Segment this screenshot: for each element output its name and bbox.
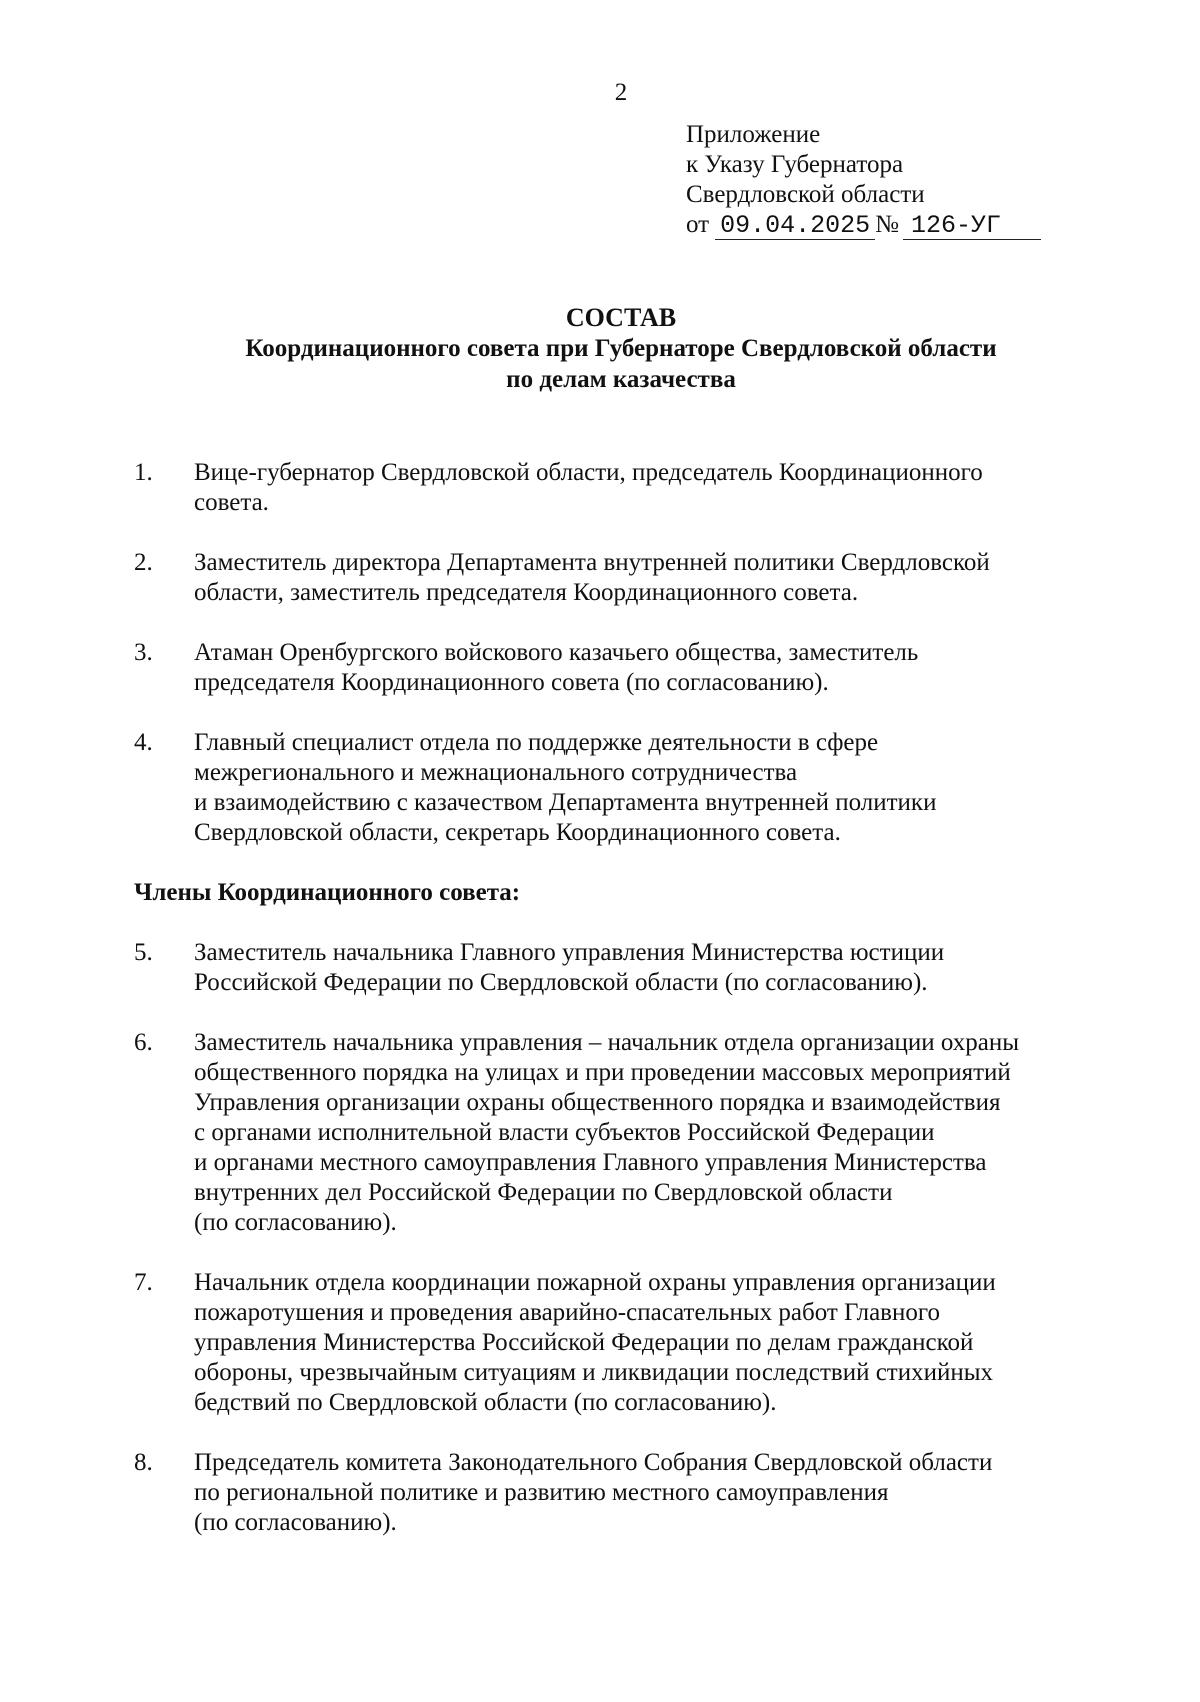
- title-main: СОСТАВ: [565, 303, 677, 332]
- appendix-block: [686, 120, 1041, 240]
- item-number: 8.: [134, 1449, 153, 1476]
- decree-date-number-line: [686, 210, 1041, 240]
- decree-date: 09.04.2025: [715, 213, 875, 240]
- document-title: [0, 302, 1200, 395]
- item-number: 1.: [134, 459, 153, 486]
- list-item: [134, 1028, 1094, 1238]
- item-number: 7.: [134, 1269, 153, 1296]
- composition-list: [134, 458, 1094, 1568]
- decree-number: 126-УГ: [903, 213, 1041, 240]
- members-heading: Члены Координационного совета:: [134, 879, 521, 906]
- item-text: Заместитель начальника Главного управления Министерства юстиции Российской Федерации по Свердловской области (по согласованию).: [194, 939, 945, 996]
- item-text: Атаман Оренбургского войскового казачьего общества, заместитель председателя Координационного совета (по согласованию).: [194, 639, 919, 696]
- item-number: 5.: [134, 939, 153, 966]
- page-number: 2: [614, 79, 628, 106]
- item-number: 3.: [134, 639, 153, 666]
- item-text: Начальник отдела координации пожарной охраны управления организации пожаротушения и проведения аварийно-спасательных работ Главного управления Министерства Российской Федерации по делам гражданской обороны, чрезвычайным ситуациям и ликвидации последствий стихийных бедствий по Свердловской области (по согласованию).: [194, 1269, 996, 1416]
- number-label: №: [875, 211, 899, 238]
- item-text: Вице-губернатор Свердловской области, председатель Координационного совета.: [194, 459, 983, 516]
- appendix-line-2: к Указу Губернатора: [686, 151, 904, 178]
- list-item: [134, 548, 1094, 608]
- list-item: [134, 938, 1094, 998]
- item-text: Заместитель начальника управления – начальник отдела организации охраны общественного порядка на улицах и при проведении массовых мероприятий Управления организации охраны общественного порядка и взаимодействия с органами исполнительной власти субъектов Российской Федерации и органами местного самоуправления Главного управления Министерства внутренних дел Российской Федерации по Свердловской области (по согласованию).: [194, 1029, 1020, 1236]
- appendix-line-1: Приложение: [686, 121, 821, 148]
- from-label: от: [686, 211, 710, 238]
- title-line-2: Координационного совета при Губернаторе Свердловской области: [245, 335, 997, 362]
- appendix-line-3: Свердловской области: [686, 181, 925, 208]
- item-number: 2.: [134, 549, 153, 576]
- list-item: [134, 1268, 1094, 1418]
- list-item: [134, 728, 1094, 848]
- item-text: Председатель комитета Законодательного Собрания Свердловской области по региональной политике и развитию местного самоуправления (по согласованию).: [194, 1449, 993, 1536]
- list-item: [134, 638, 1094, 698]
- item-text: Заместитель директора Департамента внутренней политики Свердловской области, заместитель председателя Координационного совета.: [194, 549, 990, 606]
- title-line-3: по делам казачества: [506, 366, 736, 393]
- item-number: 4.: [134, 729, 153, 756]
- item-text: Главный специалист отдела по поддержке деятельности в сфере межрегионального и межнационального сотрудничества и взаимодействию с казачеством Департамента внутренней политики Свердловской области, секретарь Координационного совета.: [194, 729, 937, 846]
- list-item: [134, 458, 1094, 518]
- item-number: 6.: [134, 1029, 153, 1056]
- list-item: [134, 1448, 1094, 1538]
